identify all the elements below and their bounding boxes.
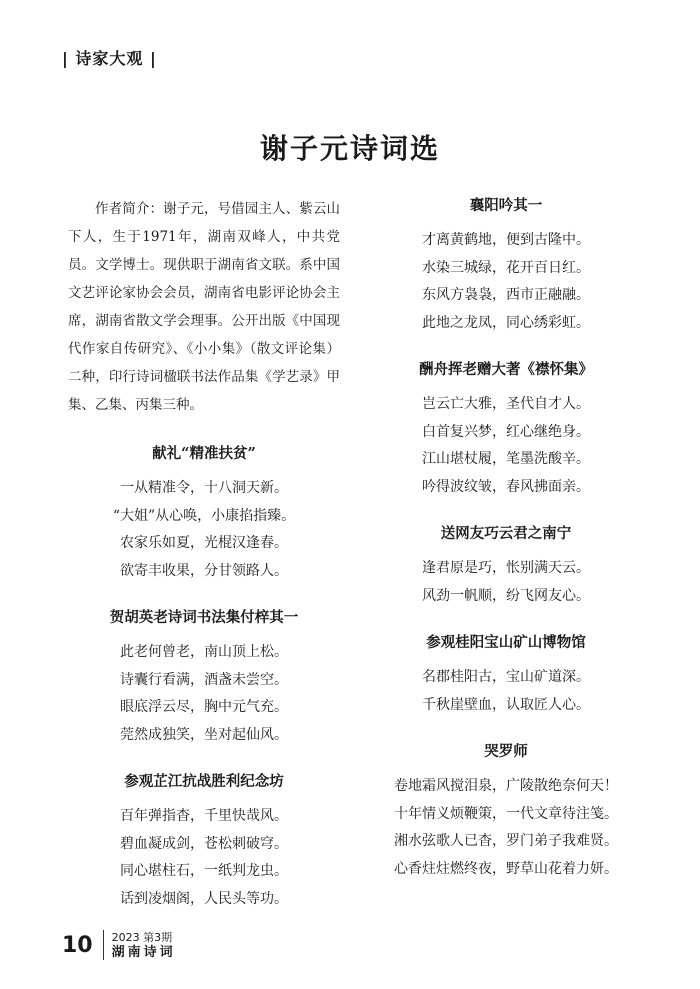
poem (380, 523, 632, 610)
poem-line: 欲寄丰收果，分甘领路人。 (120, 562, 288, 579)
magazine-name: 湖南诗词 (111, 945, 176, 960)
poem-line: 心香炷炷燃终夜，野草山花着力妍。 (394, 860, 618, 877)
poem-line: 话到凌烟阁，人民头等功。 (120, 890, 288, 907)
poem-line: 逢君原是巧，怅别满天云。 (422, 560, 590, 576)
poem (380, 632, 632, 719)
poem-line: 风劲一帆顺，纷飞网友心。 (422, 587, 590, 604)
poem-line: 十年情义烦鞭策，一代文章待注笺。 (394, 805, 618, 822)
poem-title: 襄阳吟其一 (469, 197, 543, 214)
poem (380, 359, 632, 501)
page-number: 10 (62, 932, 93, 958)
poem-line: 千秋崖壁血，认取匠人心。 (422, 696, 590, 713)
poem-line: 一从精准令，十八洞天新。 (120, 480, 288, 496)
poem-line: 江山堪杖履，笔墨洗酸辛。 (422, 451, 590, 467)
footer-divider (103, 930, 104, 960)
issue-label: 2023 第3期 (111, 931, 173, 944)
poem-line: 卷地霜风搅泪泉，广陵散绝奈何天！ (394, 778, 618, 794)
right-column (380, 195, 632, 883)
poem-line: 碧血凝成剑，苍松刺破穹。 (120, 835, 288, 852)
poem-title: 哭罗师 (484, 743, 528, 760)
poem-line: 诗囊行看满，酒盏未尝空。 (120, 671, 288, 688)
publication-info (112, 930, 176, 960)
poem-title: 参观桂阳宝山矿山博物馆 (426, 634, 586, 651)
poem-title: 贺胡英老诗词书法集付梓其一 (109, 609, 299, 626)
poem-line: 眼底浮云尽，胸中元气充。 (120, 699, 288, 715)
poem-line: 此地之龙凤，同心绣彩虹。 (422, 314, 590, 331)
poem (68, 771, 340, 913)
poem-line: 白首复兴梦，红心继绝身。 (422, 423, 590, 440)
poem-line: 湘水弦歌人已杳，罗门弟子我难贤。 (394, 833, 618, 849)
poem-line: 岂云亡大雅，圣代自才人。 (422, 396, 590, 412)
poem-title: 参观芷江抗战胜利纪念坊 (124, 773, 284, 790)
poem-title: 酬舟挥老赠大著《襟怀集》 (419, 361, 593, 378)
poem-title: 献礼“精准扶贫” (152, 445, 256, 462)
author-bio: 作者简介：谢子元，号借园主人、紫云山下人，生于1971年，湖南双峰人，中共党员。文学博士。现供职于湖南省文联。系中国文艺评论家协会会员，湖南省电影评论协会主席，湖南省散文学会理事。公开出版《中国现代作家自传研究》、《小小集》（散文评论集）二种，印行诗词楹联书法作品集《学艺录》甲集、乙集、丙集三种。 (68, 201, 340, 413)
poem-line: 东风方袅袅，西市正融融。 (422, 287, 590, 303)
page-footer (62, 930, 176, 960)
poem-line: 农家乐如夏，光棍汉逢春。 (120, 535, 288, 551)
poem-line: 同心堪柱石，一纸判龙虫。 (120, 863, 288, 879)
poem-line: 才离黄鹤地，便到古隆中。 (422, 232, 590, 248)
poem (68, 443, 340, 585)
poem-line: 百年弹指杳，千里快哉风。 (120, 808, 288, 824)
poem (380, 195, 632, 337)
page-title: 谢子元诗词选 (259, 132, 440, 165)
poem-line: 水染三城绿，花开百日红。 (422, 259, 590, 276)
poem-line: 此老何曾老，南山顶上松。 (120, 644, 288, 660)
poem-title: 送网友巧云君之南宁 (440, 525, 572, 542)
section-tag: | 诗家大观 | (62, 49, 157, 68)
left-column (68, 195, 340, 913)
poem (68, 607, 340, 749)
poem-line: 莞然成独笑，坐对起仙风。 (120, 726, 288, 743)
poem-line: 名郡桂阳古，宝山矿道深。 (422, 669, 590, 685)
poem (380, 741, 632, 883)
poem-line: 吟得波纹皱，春风拂面亲。 (422, 478, 590, 495)
poem-line: “大姐”从心唤，小康掐指臻。 (112, 507, 296, 524)
